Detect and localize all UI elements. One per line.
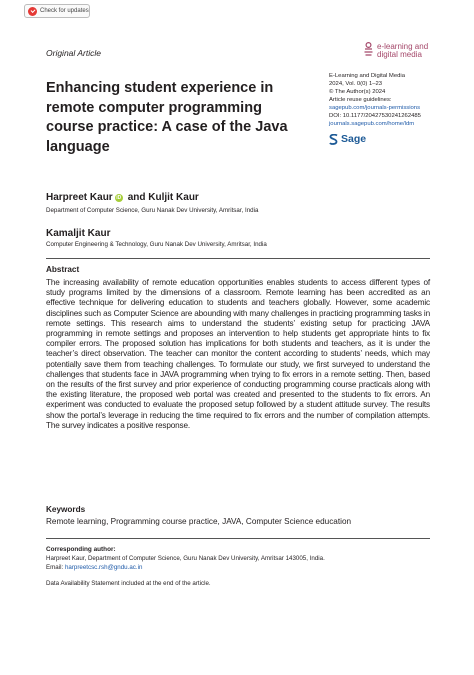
journal-logo-line-1: e-learning and [377, 42, 429, 51]
abstract-heading: Abstract [46, 265, 80, 274]
corresponding-author-email-row [46, 564, 142, 571]
abstract-text: The increasing availability of remote education opportunities enables students to access different types of study programs limited by the dimensions of a classroom. Remote learning has been accredited as an effective technique for delivering education to students and teachers globally. However, some academic disciplines such as Computer Science are abounding with many challenges in practicing programming tasks in remote settings. This research aims to understand the students’ existing setup for practicing JAVA programming in remote settings and proposes an intervention to help students get appropriate hints to fix compiler errors. The proposed solution has implications for both students and teachers, as it is under the teacher’s direct observation. The teacher can monitor the content according to students’ needs, which may potentially save them from teaching challenges. To formulate our study, we first surveyed to understand the challenges that students face in JAVA programming when trying to fix errors in a remote setting. Then, based on the results of the first survey and prior experience of conducting programming course practicals along with the existing literature, the proposed web portal was created and presented to the students to fix errors. An experiment was conducted to evaluate the proposed setup followed by a student attitude survey. The results show the portal’s leverage in reducing the time required to fix errors and the number of compilation attempts. The survey indicates a positive response. [46, 278, 430, 430]
author-line [46, 192, 199, 203]
keywords-heading: Keywords [46, 505, 86, 514]
author-affiliation: Department of Computer Science, Guru Nanak Dev University, Amritsar, India [46, 207, 259, 214]
section-divider [46, 258, 430, 259]
corresponding-author-address: Harpreet Kaur, Department of Computer Science, Guru Nanak Dev University, Amritsar 143005, India. [46, 555, 325, 562]
check-icon [28, 7, 37, 16]
keywords-text: Remote learning, Programming course practice, JAVA, Computer Science education [46, 517, 352, 526]
article-title: Enhancing student experience in remote computer programming course practice: A case of the Java language [46, 80, 288, 155]
journal-name: E-Learning and Digital Media [329, 73, 405, 79]
check-for-updates-badge[interactable] [24, 4, 90, 18]
orcid-icon[interactable]: iD [116, 194, 122, 201]
author-joiner: and Kuljit Kaur [127, 192, 199, 203]
author-name: Kamaljit Kaur [46, 228, 111, 239]
reuse-label: Article reuse guidelines: [329, 97, 392, 103]
author-affiliation: Computer Engineering & Technology, Guru Nanak Dev University, Amritsar, India [46, 241, 267, 248]
data-availability-statement: Data Availability Statement included at the end of the article. [46, 580, 211, 587]
journal-info [329, 72, 459, 128]
sage-logo-icon [329, 134, 338, 145]
article-type: Original Article [46, 48, 101, 58]
email-link[interactable]: harpreetcsc.rsh@gndu.ac.in [64, 564, 143, 571]
sage-logo [329, 133, 366, 145]
journal-logo-icon [363, 42, 374, 58]
copyright: © The Author(s) 2024 [329, 89, 386, 95]
author-name: Harpreet Kaur [46, 192, 113, 203]
journal-logo-line-2: digital media [377, 50, 422, 59]
badge-label: Check for updates [40, 8, 89, 14]
corresponding-author-heading: Corresponding author: [46, 546, 116, 553]
reuse-link[interactable]: sagepub.com/journals-permissions [329, 105, 421, 111]
journal-volume: 2024, Vol. 0(0) 1–23 [329, 81, 383, 87]
email-label: Email: [46, 564, 64, 571]
publisher-name: Sage [341, 133, 367, 145]
doi: DOI: 10.1177/20427530241262485 [329, 113, 421, 119]
journal-link[interactable]: journals.sagepub.com/home/ldm [329, 121, 415, 127]
footnote-divider [46, 538, 430, 539]
